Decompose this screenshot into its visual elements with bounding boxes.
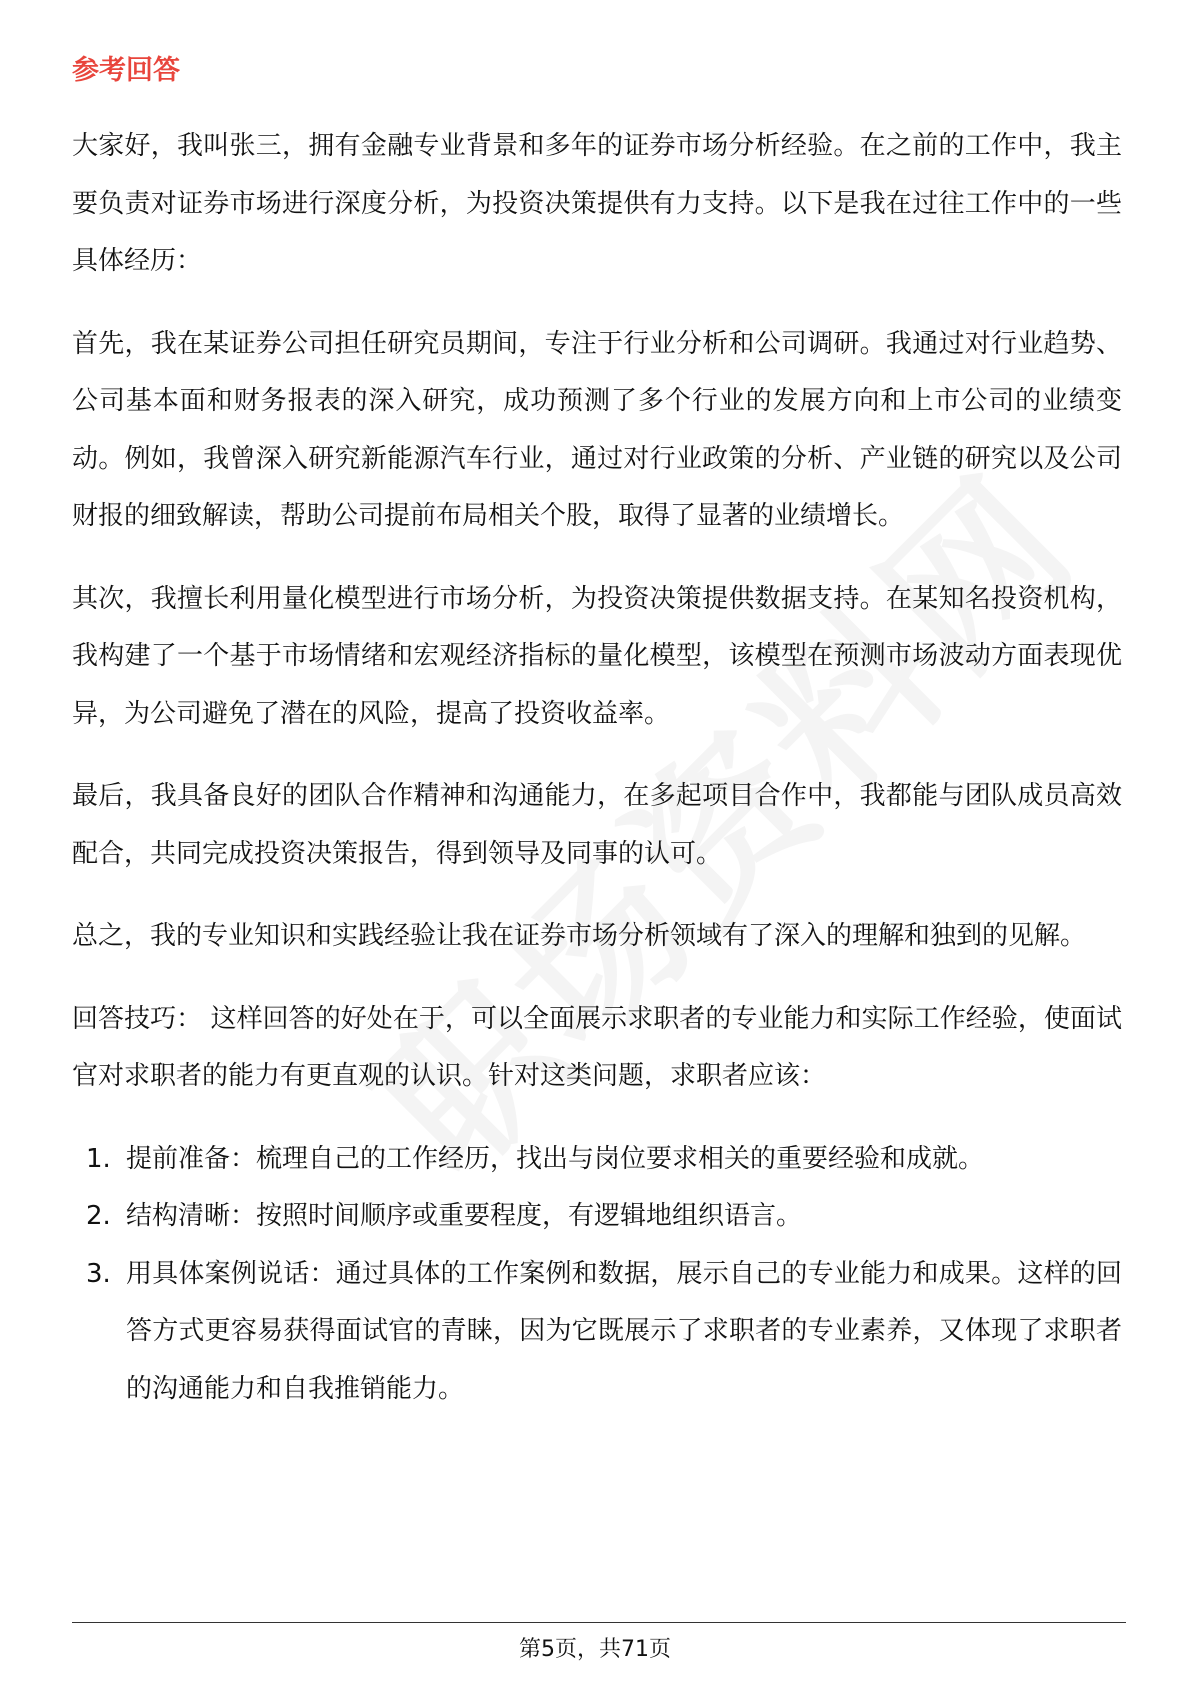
footer-divider <box>72 1622 1126 1623</box>
list-item-text: 提前准备：梳理自己的工作经历，找出与岗位要求相关的重要经验和成就。 <box>126 1143 985 1174</box>
list-item-text: 用具体案例说话：通过具体的工作案例和数据，展示自己的专业能力和成果。这样的回答方式更容易获得面试官的青睐，因为它既展示了求职者的专业素养，又体现了求职者的沟通能力和自我推销能力。 <box>126 1258 1122 1404</box>
list-item-number: 2. <box>86 1201 111 1231</box>
list-item-number: 1. <box>86 1143 111 1174</box>
list-item-text: 结构清晰：按照时间顺序或重要程度，有逻辑地组织语言。 <box>126 1201 803 1231</box>
tips-list <box>72 1131 1122 1419</box>
paragraph-second: 其次，我擅长利用量化模型进行市场分析，为投资决策提供数据支持。在某知名投资机构，我构建了一个基于市场情绪和宏观经济指标的量化模型，该模型在预测市场波动方面表现优异，为公司避免了潜在的风险，提高了投资收益率。 <box>72 583 1122 729</box>
list-item-number: 3. <box>86 1258 111 1289</box>
paragraph-intro: 大家好，我叫张三，拥有金融专业背景和多年的证券市场分析经验。在之前的工作中，我主要负责对证券市场进行深度分析，为投资决策提供有力支持。以下是我在过往工作中的一些具体经历： <box>72 131 1122 276</box>
page-number: 第5页，共71页 <box>519 1637 671 1662</box>
paragraph-summary: 总之，我的专业知识和实践经验让我在证券市场分析领域有了深入的理解和独到的见解。 <box>72 921 1087 951</box>
paragraph-first: 首先，我在某证券公司担任研究员期间，专注于行业分析和公司调研。我通过对行业趋势、公司基本面和财务报表的深入研究，成功预测了多个行业的发展方向和上市公司的业绩变动。例如，我曾深入研究新能源汽车行业，通过对行业政策的分析、产业链的研究以及公司财报的细致解读，帮助公司提前布局相关个股，取得了显著的业绩增长。 <box>72 328 1122 531</box>
list-item <box>72 1188 1122 1246</box>
page-content <box>72 48 1122 1418</box>
section-title: 参考回答 <box>72 55 180 86</box>
paragraph-last: 最后，我具备良好的团队合作精神和沟通能力，在多起项目合作中，我都能与团队成员高效配合，共同完成投资决策报告，得到领导及同事的认可。 <box>72 781 1122 869</box>
paragraph-tips-intro: 回答技巧： 这样回答的好处在于，可以全面展示求职者的专业能力和实际工作经验，使面试官对求职者的能力有更直观的认识。针对这类问题，求职者应该： <box>72 1003 1122 1091</box>
list-item <box>72 1131 1122 1189</box>
list-item <box>72 1246 1122 1419</box>
